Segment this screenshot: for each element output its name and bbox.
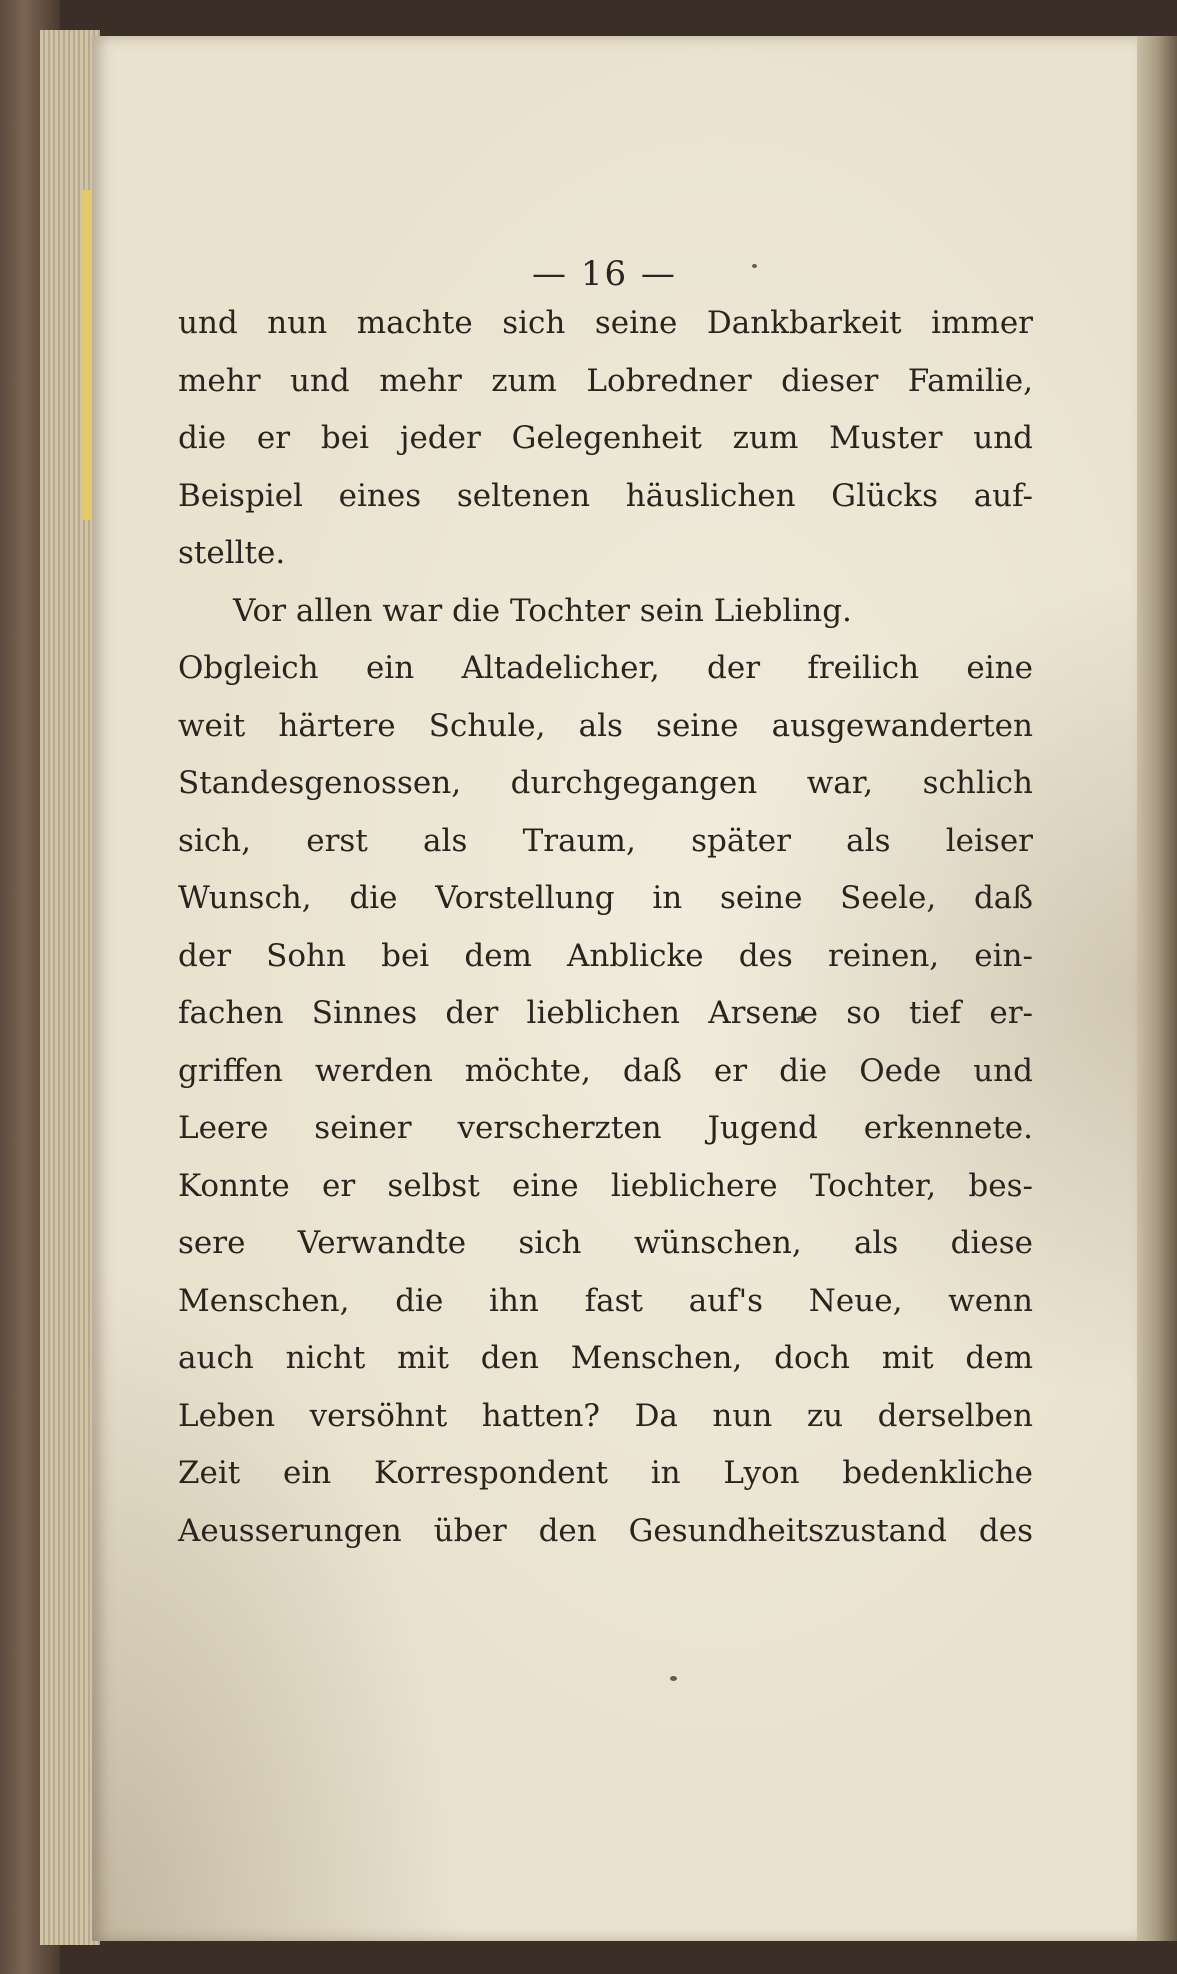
text-line: mehr und mehr zum Lobredner dieser Familie, xyxy=(178,362,1033,399)
text-line: auch nicht mit den Menschen, doch mit dem xyxy=(178,1340,1033,1376)
text-line: Leben versöhnt hatten? Da nun zu derselben xyxy=(178,1397,1033,1434)
text-line: sich, erst als Traum, später als leiser xyxy=(178,822,1033,859)
text-line: Konnte er selbst eine lieblichere Tochter, bes- xyxy=(178,1167,1033,1204)
text-line: und nun machte sich seine Dankbarkeit immer xyxy=(178,305,1033,341)
page-number: — 16 — xyxy=(532,254,677,294)
text-line: griffen werden möchte, daß er die Oede und xyxy=(178,1052,1033,1089)
text-line: Aeusserungen über den Gesundheitszustand des xyxy=(178,1512,1033,1549)
text-line: Obgleich ein Altadelicher, der freilich eine xyxy=(178,650,1033,686)
text-line: Vor allen war die Tochter sein Liebling. xyxy=(233,592,852,629)
text-line: die er bei jeder Gelegenheit zum Muster und xyxy=(178,420,1033,456)
paper-speck xyxy=(670,1676,677,1681)
text-line: Beispiel eines seltenen häuslichen Glücks auf- xyxy=(178,477,1033,514)
paper-speck xyxy=(752,264,757,268)
text-line: Menschen, die ihn fast auf's Neue, wenn xyxy=(178,1282,1033,1319)
text-line: Leere seiner verscherzten Jugend erkennete. xyxy=(178,1110,1033,1146)
body-text xyxy=(178,295,1033,1560)
text-line: der Sohn bei dem Anblicke des reinen, ein- xyxy=(178,937,1033,974)
text-line: Wunsch, die Vorstellung in seine Seele, daß xyxy=(178,880,1033,916)
text-line: sere Verwandte sich wünschen, als diese xyxy=(178,1225,1033,1261)
text-line: Zeit ein Korrespondent in Lyon bedenkliche xyxy=(178,1455,1033,1491)
text-line: Standesgenossen, durchgegangen war, schlich xyxy=(178,765,1033,801)
text-line: stellte. xyxy=(178,535,286,571)
text-line: weit härtere Schule, als seine ausgewanderten xyxy=(178,707,1033,744)
text-line: fachen Sinnes der lieblichen Arsene so tief er- xyxy=(178,995,1033,1031)
gutter-shadow xyxy=(1137,36,1177,1941)
